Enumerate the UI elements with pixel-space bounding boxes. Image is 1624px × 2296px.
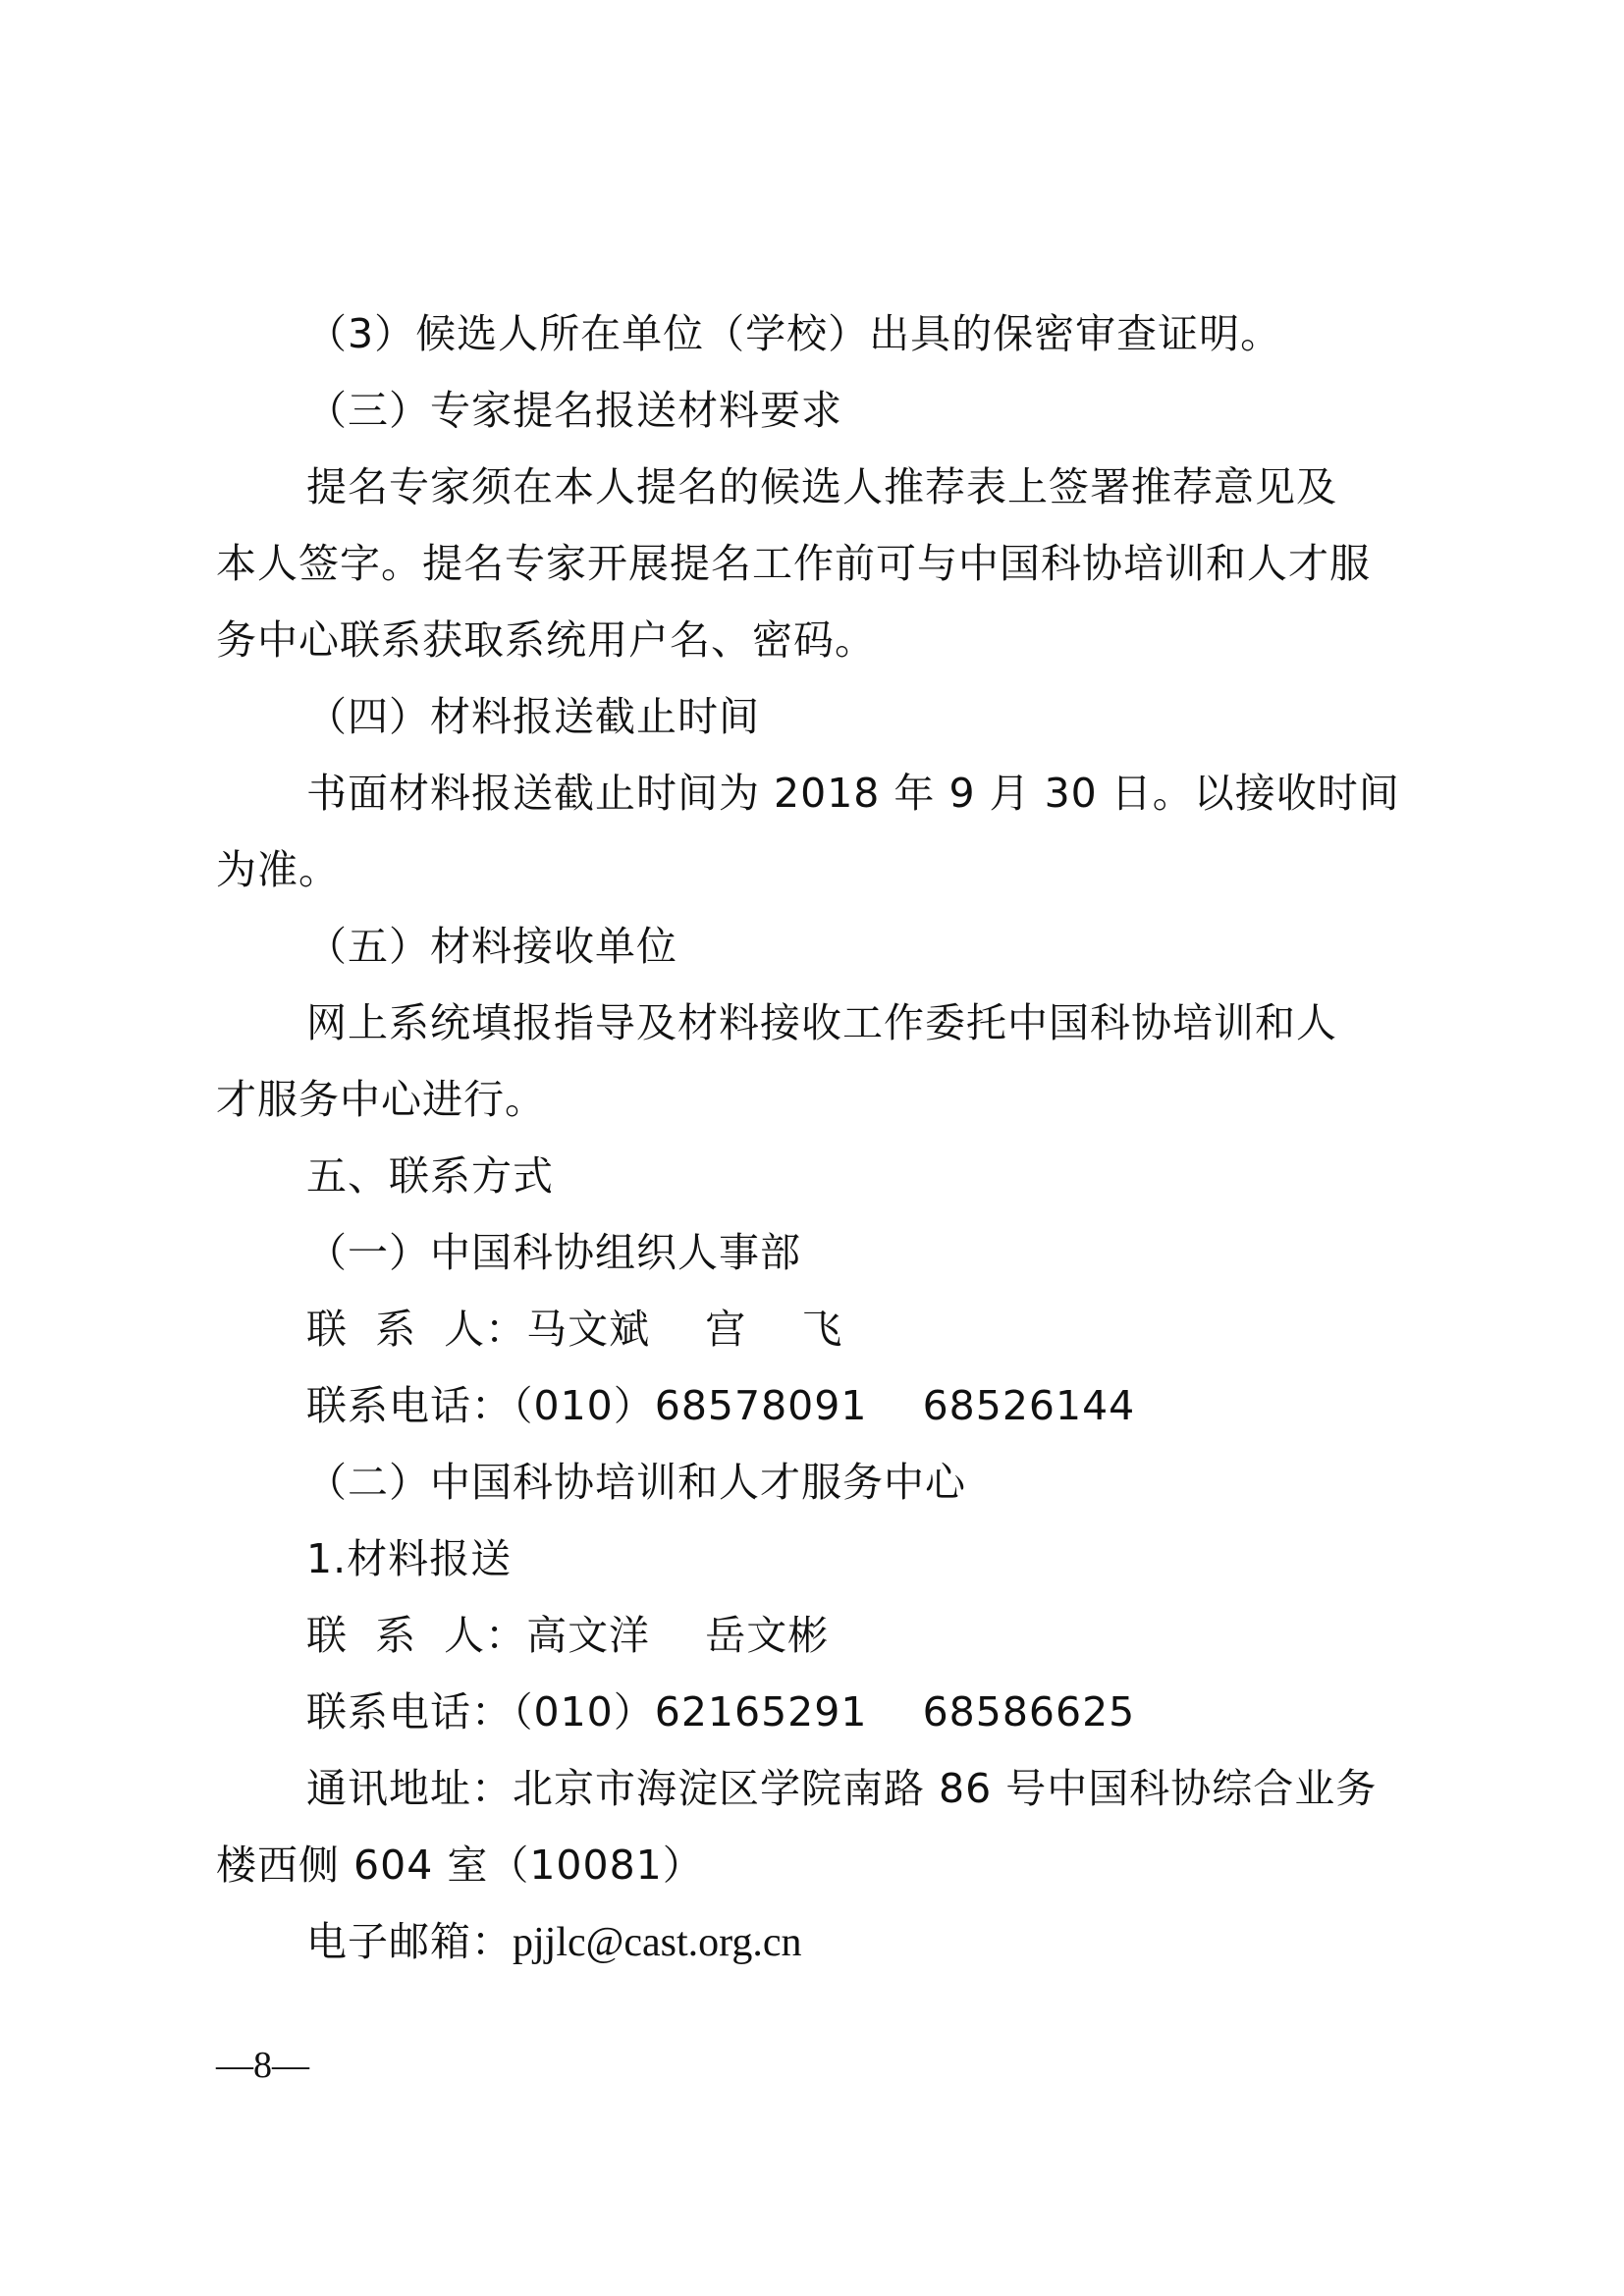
contact-person-line: 联 系 人：高文洋 岳文彬	[306, 1612, 830, 1659]
section-heading: （三）专家提名报送材料要求	[306, 387, 842, 434]
section-heading: 五、联系方式	[306, 1152, 554, 1200]
email-line	[306, 1914, 1534, 1970]
contact-person-line: 联 系 人：马文斌 宫 飞	[306, 1306, 843, 1353]
section-heading: （二）中国科协培训和人才服务中心	[306, 1459, 966, 1506]
text-line: 提名专家须在本人提名的候选人推荐表上签署推荐意见及	[306, 463, 1337, 510]
email-address: pjjlc@cast.org.cn	[513, 1920, 802, 1965]
text-line: 为准。	[216, 846, 340, 893]
text-line: 网上系统填报指导及材料接收工作委托中国科协培训和人	[306, 999, 1337, 1046]
contact-phone-line: 联系电话：（010）62165291 68586625	[306, 1688, 1136, 1735]
subsection-heading: 1.材料报送	[306, 1535, 513, 1582]
text-line: （3）候选人所在单位（学校）出具的保密审查证明。	[306, 310, 1282, 357]
address-line: 楼西侧 604 室（10081）	[216, 1842, 704, 1889]
text-line: 务中心联系获取系统用户名、密码。	[216, 616, 876, 664]
text-line: 本人签字。提名专家开展提名工作前可与中国科协培训和人才服	[216, 540, 1371, 587]
section-heading: （四）材料报送截止时间	[306, 693, 760, 740]
email-label: 电子邮箱：	[306, 1918, 513, 1965]
contact-phone-line: 联系电话：（010）68578091 68526144	[306, 1382, 1136, 1429]
address-line: 通讯地址：北京市海淀区学院南路 86 号中国科协综合业务	[306, 1765, 1378, 1812]
section-heading: （五）材料接收单位	[306, 923, 677, 970]
text-line: 书面材料报送截止时间为 2018 年 9 月 30 日。以接收时间	[306, 770, 1400, 817]
section-heading: （一）中国科协组织人事部	[306, 1229, 801, 1276]
page-number: —8—	[216, 2045, 309, 2086]
text-line: 才服务中心进行。	[216, 1076, 546, 1123]
